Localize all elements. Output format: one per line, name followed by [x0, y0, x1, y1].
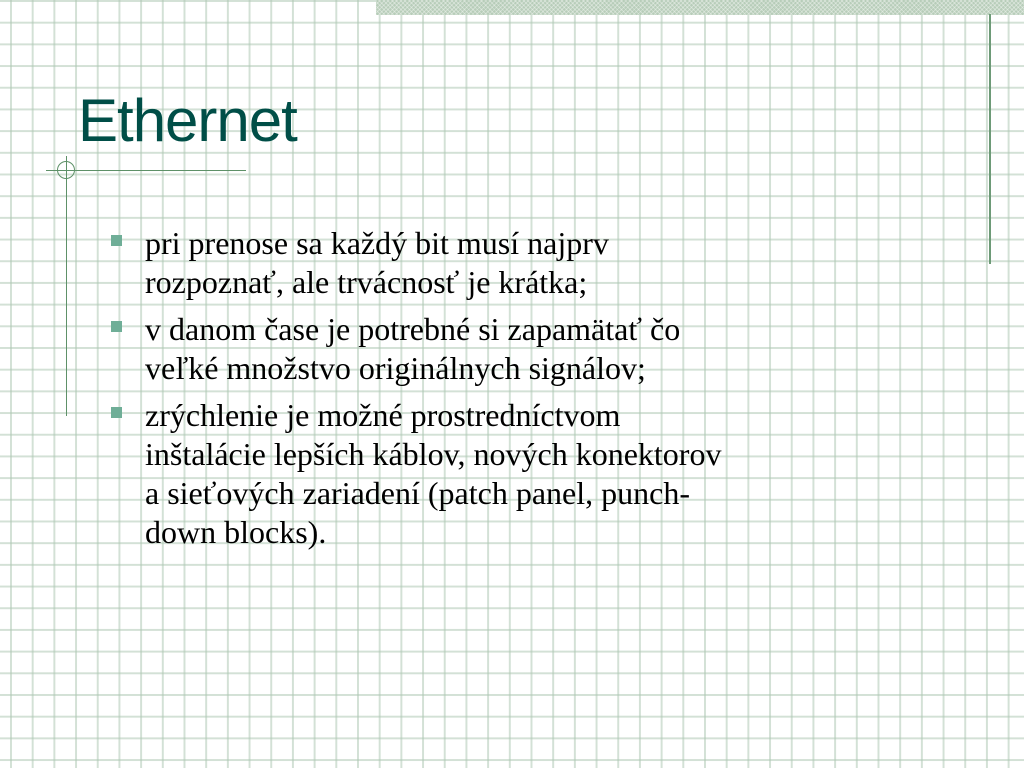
- bullet-3-line-1: zrýchlenie je možné prostredníctvom: [145, 397, 621, 433]
- bullet-1-line-1: pri prenose sa každý bit musí najprv: [145, 225, 609, 261]
- bullet-3-line-4: down blocks).: [145, 514, 327, 550]
- crosshair-circle-ornament: [57, 161, 75, 179]
- bullet-2-line-2: veľké množstvo originálnych signálov;: [145, 350, 646, 386]
- bullet-3-line-3: a sieťových zariadení (patch panel, punch-: [145, 475, 690, 511]
- title-underline-rule: [46, 170, 246, 171]
- bullet-2-line-1: v danom čase je potrebné si zapamätať čo: [145, 311, 681, 347]
- right-decorative-rule: [989, 14, 991, 264]
- bullet-list: [104, 224, 964, 560]
- square-bullet-icon: [111, 407, 122, 418]
- bullet-item-1: [104, 224, 964, 302]
- vertical-decorative-rule: [66, 156, 67, 416]
- bullet-3-line-2: inštalácie lepších káblov, nových konektorov: [145, 436, 722, 472]
- bullet-item-2: [104, 310, 964, 388]
- bullet-1-line-2: rozpoznať, ale trvácnosť je krátka;: [145, 264, 588, 300]
- square-bullet-icon: [111, 235, 122, 246]
- bullet-item-3: [104, 396, 964, 552]
- slide-title: Ethernet: [78, 87, 297, 154]
- top-decorative-band: [376, 0, 1024, 15]
- square-bullet-icon: [111, 321, 122, 332]
